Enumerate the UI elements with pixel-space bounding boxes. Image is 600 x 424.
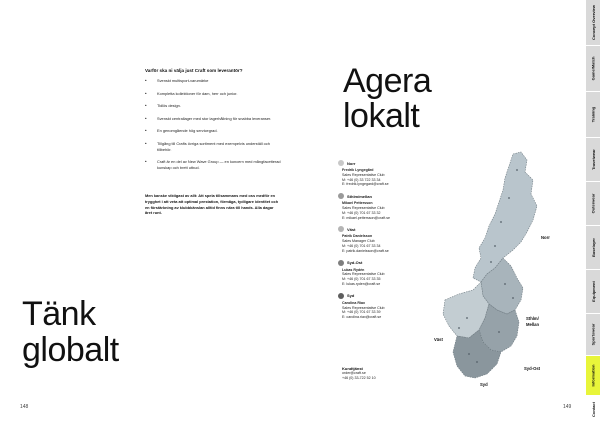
list-item: • Tidlös design. [145, 103, 285, 109]
region-name: Syd [347, 293, 355, 299]
list-item: • Craft är en del av New Wave Group — en koncern med mångfacetterad kunskap och brett utbud. [145, 159, 285, 170]
region-dot-icon [338, 260, 344, 266]
tab-contact[interactable]: Contact [586, 396, 600, 424]
page-number-left: 148 [20, 404, 29, 410]
list-item: • Kompletta kollektioner för dam, herr och junior. [145, 91, 285, 97]
contact-name: Carolina Riax [342, 300, 365, 305]
map-label-norr: Norr [541, 235, 550, 240]
contact-name: Fredrik Lyngegård [342, 168, 374, 172]
title-line-2: globalt [22, 331, 119, 369]
tab-game-match[interactable]: Game/Match [586, 46, 600, 92]
map-label-mellan: Mellan [526, 322, 540, 327]
contact-name: Patrik Danielsson [342, 234, 373, 239]
map-label-syd: Syd [480, 382, 488, 387]
customer-service-title: Kundtjänst [342, 366, 363, 371]
region-name: Syd-Ost [347, 260, 363, 266]
contact-phone: M: +46 (0) 701 67 33 35 [342, 277, 381, 282]
contact-email[interactable]: E: carolina.riax@craft.se [342, 315, 382, 320]
contact-role: Sales Representative Club [342, 172, 385, 177]
title-line-1: Tänk [22, 295, 96, 333]
map-label-sthlm: Sthlm/ [526, 316, 539, 321]
region-syd-ost [338, 260, 418, 287]
why-heading: Varför ska ni välja just Craft som leverantör? [145, 68, 243, 73]
map-label-vast: Väst [434, 337, 443, 342]
contact-role: Sales Representative Club [342, 305, 385, 310]
region-norr [338, 160, 418, 187]
sweden-region-map [425, 150, 550, 395]
contact-phone: M: +46 (0) 701 67 33 34 [342, 243, 381, 248]
page-number-right: 149 [563, 404, 572, 410]
contact-phone: M: +46 (0) 701 67 33 39 [342, 310, 381, 315]
contact-phone: M: +46 (0) 33 722 33 34 [342, 177, 381, 182]
tab-training[interactable]: Training [586, 92, 600, 138]
list-item: • Svenskt centrallager med stor lagerhållning för snabba leveranser. [145, 116, 285, 122]
closing-paragraph: Men kanske viktigast av allt: Att spela tillsammans med oss medför en trygghet i att veta att optimal prestation, förmåga, tydligare identitet och en förstärkning av klubbkänslan alltid finns nära till hands. Alla dagar året runt. [145, 193, 279, 216]
title-line-1: Agera [343, 62, 432, 100]
contact-email[interactable]: E: lukas.ryden@craft.se [342, 281, 381, 286]
region-contacts [338, 160, 418, 326]
right-page-title [343, 64, 431, 134]
contact-name: Mikael Pettersson [342, 201, 373, 206]
contact-email[interactable]: E: mikael.pettersson@craft.se [342, 215, 390, 220]
region-dot-icon [338, 293, 344, 299]
left-page-title [22, 296, 119, 368]
list-item: • Tillgång till Crafts övriga sortiment med exempelvis underställ och tillbehör. [145, 141, 285, 152]
section-tabs [586, 0, 600, 424]
region-syd [338, 293, 418, 320]
title-line-2: lokalt [343, 97, 420, 135]
region-dot-icon [338, 160, 344, 166]
region-name: Väst [347, 226, 356, 232]
region-dot-icon [338, 226, 344, 232]
region-name: Sthlm/mellan [347, 193, 372, 199]
region-vast [338, 226, 418, 253]
customer-service-phone: +46 (0) 33-722 52 10 [342, 375, 376, 380]
customer-service-email[interactable]: order@craft.se [342, 371, 366, 375]
region-name: Norr [347, 160, 356, 166]
contact-role: Sales Manager Club [342, 239, 375, 244]
contact-phone: M: +46 (0) 701 67 33 32 [342, 210, 381, 215]
region-dot-icon [338, 193, 344, 199]
map-label-syd-ost: Syd-Ost [524, 366, 541, 371]
tab-information[interactable]: Information [586, 356, 600, 396]
contact-email[interactable]: E: fredrik.lyngegard@craft.se [342, 182, 389, 187]
tab-concept-overview[interactable]: Concept Overview [586, 0, 600, 46]
contact-role: Sales Representative Club [342, 272, 385, 277]
list-item: • Svenskt multisport-varumärke [145, 78, 285, 84]
tab-equipment[interactable]: Equipment [586, 270, 600, 314]
customer-service [342, 366, 376, 381]
benefit-list [145, 78, 285, 177]
contact-role: Sales Representative Club [342, 205, 385, 210]
contact-name: Lukas Rydén [342, 267, 365, 272]
tab-outerwear[interactable]: Outerwear [586, 182, 600, 226]
tab-travelwear[interactable]: Travelwear [586, 138, 600, 182]
contact-email[interactable]: E: patrik.danielsson@craft.se [342, 248, 389, 253]
list-item: • En genomgående hög servicegrad. [145, 128, 285, 134]
region-sthlm-mellan [338, 193, 418, 220]
tab-baselayer[interactable]: Baselayer [586, 226, 600, 270]
tab-sportswear[interactable]: Sportswear [586, 314, 600, 356]
